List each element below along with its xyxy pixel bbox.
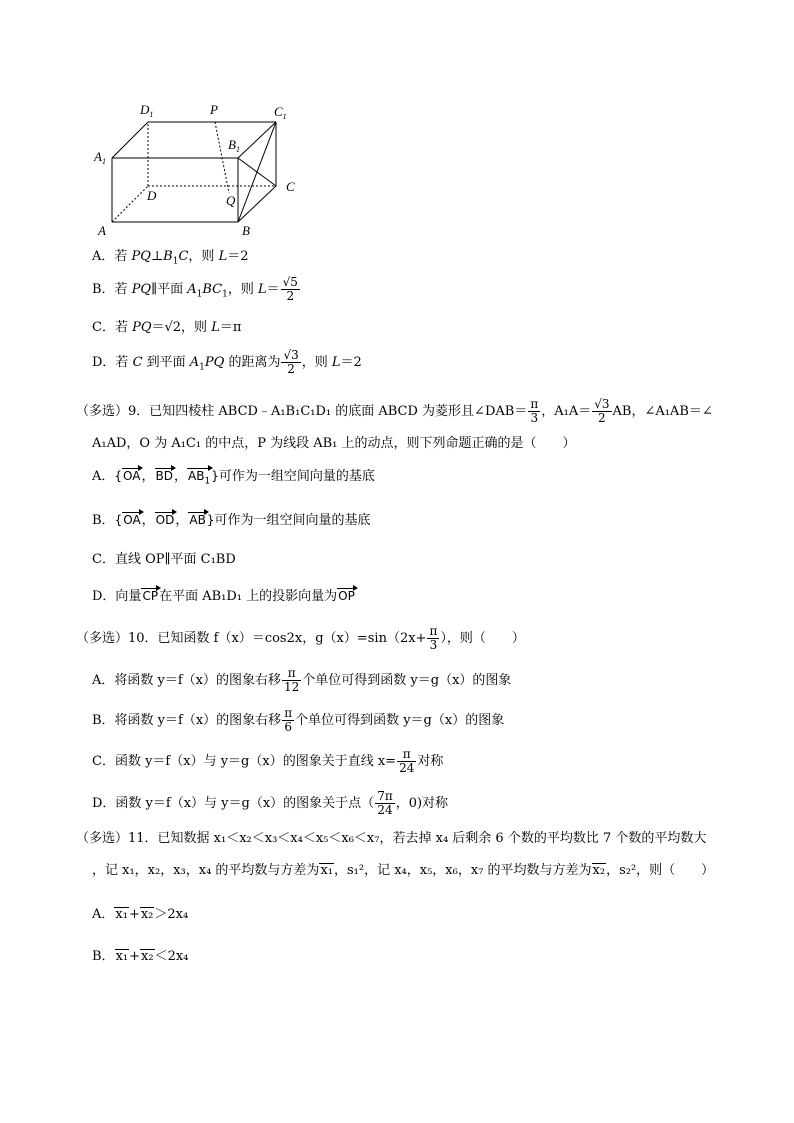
edge-a1-d1 <box>112 122 148 158</box>
q11-stem-line1: （多选）11．已知数据 x₁＜x₂＜x₃＜x₄＜x₅＜x₆＜x₇，若去掉 x₄ 后剩余 6 个数的平均数比 7 个数的平均数大 <box>76 831 707 846</box>
prism-figure <box>90 95 310 240</box>
label-A: A <box>98 223 106 238</box>
label-A1: $A_1$ <box>94 149 106 166</box>
q8-option-a: A．若 $PQ\perp B_1C$，则 L＝2 <box>92 249 249 267</box>
fraction: $\frac{\pi}{24}$ <box>399 747 415 775</box>
fraction: $\frac{\pi}{6}$ <box>284 706 293 734</box>
edge-a-d <box>112 186 148 222</box>
q10-stem: （多选）10．已知函数 f（x）＝cos2x，g（x）=sin（2x+ $\frac{\pi}{3}$ ），则（ ） <box>76 624 525 652</box>
label-D: D <box>147 188 157 203</box>
label-P: P <box>210 102 218 117</box>
q10-option-d: D．函数 y＝f（x）与 y＝g（x）的图象关于点（ $\frac{7\pi}{24}$ ，0)对称 <box>92 789 449 817</box>
q9-stem-line2: A₁AD，O 为 A₁C₁ 的中点，P 为线段 AB₁ 上的动点，则下列命题正确的是（ ） <box>92 436 576 451</box>
q8-option-b: B．若 PQ∥平面 $A_1BC_1$，则 L＝ $\frac{√5}{2}$ <box>92 275 298 303</box>
fraction: $\frac{\pi}{3}$ <box>429 624 438 652</box>
label-C1: $C_1$ <box>274 104 287 121</box>
q11-option-a: A．x₁+x₂＞2x₄ <box>92 907 189 922</box>
label-C: C <box>286 179 295 194</box>
q10-option-a: A．将函数 y＝f（x）的图象右移 $\frac{\pi}{12}$ 个单位可得到函数 y＝g（x）的图象 <box>92 666 512 694</box>
q9-stem-line1: （多选）9．已知四棱柱 ABCD﹣A₁B₁C₁D₁ 的底面 ABCD 为菱形且∠DAB＝ $\frac{\pi}{3}$ ，A₁A＝ $\frac{√3}{2}$ AB，∠A₁AB＝∠ <box>76 397 713 425</box>
q9-option-a: A．{OA，BD，$AB_1$}可作为一组空间向量的基底 <box>92 469 375 487</box>
q10-option-c: C．函数 y＝f（x）与 y＝g（x）的图象关于直线 x= $\frac{\pi}{24}$ 对称 <box>92 747 444 775</box>
q11-option-b: B．x₁+x₂＜2x₄ <box>92 949 189 964</box>
q9-option-b: B．{OA，OD，AB}可作为一组空间向量的基底 <box>92 513 371 528</box>
label-Q: Q <box>226 193 236 208</box>
q8-option-c: C．若 PQ＝√2，则 L＝π <box>92 320 242 335</box>
q10-option-b: B．将函数 y＝f（x）的图象右移 $\frac{\pi}{6}$ 个单位可得到函数 y＝g（x）的图象 <box>92 706 505 734</box>
q9-option-d: D．向量CP在平面 AB₁D₁ 上的投影向量为OP <box>92 589 355 604</box>
fraction: $\frac{\pi}{3}$ <box>530 397 539 425</box>
label-B1: $B_1$ <box>228 137 240 154</box>
edge-b1-c <box>238 158 276 186</box>
edge-b1-c1 <box>238 122 276 158</box>
fraction: $\frac{7\pi}{24}$ <box>377 789 393 817</box>
edge-b-c <box>238 186 276 222</box>
q11-stem-line2: ，记 x₁，x₂，x₃，x₄ 的平均数与方差为x₁，s₁²，记 x₄，x₅，x₆，x₇ 的平均数与方差为x₂，s₂²，则（ ） <box>92 863 715 878</box>
q9-option-c: C．直线 OP∥平面 C₁BD <box>92 552 236 567</box>
label-B: B <box>242 223 250 238</box>
fraction: $\frac{√5}{2}$ <box>282 275 298 303</box>
q8-option-d: D．若 C 到平面 $A_1PQ$ 的距离为 $\frac{√3}{2}$ ，则 L＝2 <box>92 348 362 376</box>
label-D1: $D_1$ <box>140 102 154 119</box>
fraction: $\frac{√3}{2}$ <box>283 348 299 376</box>
fraction: $\frac{√3}{2}$ <box>594 397 610 425</box>
fraction: $\frac{\pi}{12}$ <box>284 666 300 694</box>
